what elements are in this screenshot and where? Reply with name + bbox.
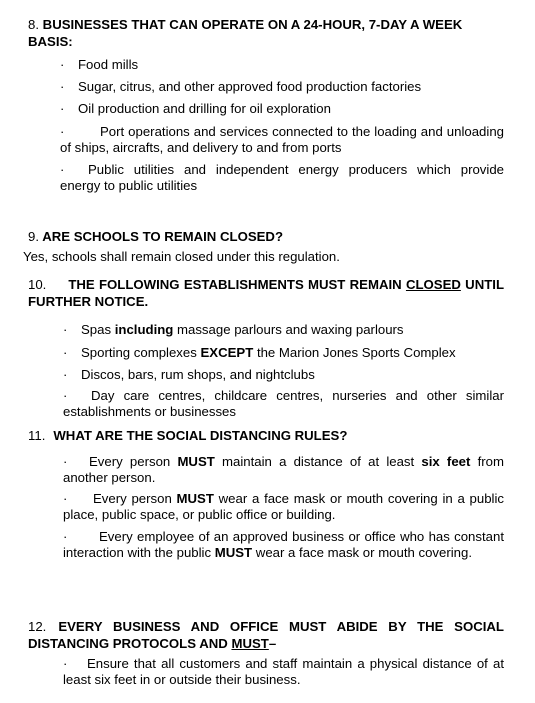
item-text: Sugar, citrus, and other approved food production factories bbox=[78, 79, 422, 94]
section-12-heading bbox=[28, 618, 504, 652]
section-11-heading bbox=[28, 427, 504, 444]
section-11-title: WHAT ARE THE SOCIAL DISTANCING RULES? bbox=[53, 428, 348, 443]
item-text: Every person bbox=[89, 454, 171, 469]
list-item bbox=[63, 388, 504, 420]
section-8-title: BUSINESSES THAT CAN OPERATE ON A 24-HOUR, 7-DAY A WEEK BASIS: bbox=[28, 17, 463, 49]
bullet-dot: · bbox=[60, 124, 65, 139]
item-text: Discos, bars, rum shops, and nightclubs bbox=[81, 367, 315, 382]
section-8-heading bbox=[28, 16, 504, 50]
section-9-heading bbox=[28, 228, 504, 245]
section-9-title: ARE SCHOOLS TO REMAIN CLOSED? bbox=[42, 229, 283, 244]
item-text: the Marion Jones Sports Complex bbox=[256, 345, 456, 360]
list-item bbox=[63, 345, 504, 361]
item-text: Day care centres, childcare centres, nurseries and other similar establishments or businesses bbox=[63, 388, 504, 419]
must-underlined: MUST bbox=[231, 636, 269, 651]
item-text: wear a face mask or mouth covering in a public place, public space, or public office or building. bbox=[63, 491, 504, 522]
list-item bbox=[63, 454, 504, 486]
section-11-number: 11. bbox=[28, 428, 46, 443]
bullet-dot: · bbox=[63, 491, 68, 506]
item-text: Ensure that all customers and staff maintain a physical distance of at least six feet in or outside their business. bbox=[63, 656, 504, 687]
section-9-number: 9. bbox=[28, 229, 39, 244]
list-item bbox=[60, 124, 504, 156]
section-10-heading bbox=[28, 276, 504, 310]
bullet-dot: · bbox=[60, 79, 65, 94]
section-9-answer: Yes, schools shall remain closed under this regulation. bbox=[23, 249, 340, 264]
bullet-dot: · bbox=[63, 322, 68, 337]
emphasis-text: including bbox=[114, 322, 174, 337]
list-item bbox=[60, 57, 504, 73]
closed-underlined: CLOSED bbox=[405, 277, 461, 292]
list-item bbox=[63, 367, 504, 383]
item-text: Every person bbox=[93, 491, 172, 506]
bullet-dot: · bbox=[63, 656, 68, 671]
section-10-title: THE FOLLOWING ESTABLISHMENTS MUST REMAIN bbox=[68, 277, 402, 292]
emphasis-text: EXCEPT bbox=[200, 345, 254, 360]
bullet-dot: · bbox=[63, 345, 68, 360]
list-item bbox=[60, 79, 504, 95]
item-text: Every employee of an approved business or office who has constant interaction with the public bbox=[63, 529, 504, 560]
list-item bbox=[63, 491, 504, 523]
list-item bbox=[63, 322, 504, 338]
item-text: Oil production and drilling for oil exploration bbox=[78, 101, 331, 116]
list-item bbox=[63, 656, 504, 688]
item-text: Port operations and services connected to the loading and unloading of ships, aircrafts, and delivery to and from ports bbox=[60, 124, 504, 155]
bullet-dot: · bbox=[63, 388, 68, 403]
item-text: Spas bbox=[81, 322, 112, 337]
emphasis-text: MUST bbox=[214, 545, 253, 560]
emphasis-text: six feet bbox=[421, 454, 471, 469]
list-item bbox=[63, 529, 504, 561]
bullet-dot: · bbox=[60, 57, 65, 72]
list-item bbox=[60, 101, 504, 117]
section-8-number: 8. bbox=[28, 17, 39, 32]
item-text: from another person. bbox=[63, 454, 504, 485]
item-text: maintain a distance of at least bbox=[222, 454, 415, 469]
title-dash: – bbox=[268, 636, 277, 651]
item-text: Sporting complexes bbox=[81, 345, 197, 360]
emphasis-text: MUST bbox=[176, 491, 214, 506]
section-12-number: 12. bbox=[28, 619, 47, 634]
item-text: wear a face mask or mouth covering. bbox=[255, 545, 473, 560]
section-10-number: 10. bbox=[28, 277, 47, 292]
emphasis-text: MUST bbox=[177, 454, 215, 469]
bullet-dot: · bbox=[63, 454, 68, 469]
item-text: Food mills bbox=[78, 57, 139, 72]
section-12-title: EVERY BUSINESS AND OFFICE MUST ABIDE BY THE SOCIAL DISTANCING PROTOCOLS AND bbox=[28, 619, 504, 651]
item-text: Public utilities and independent energy producers which provide energy to public utilities bbox=[60, 162, 504, 193]
list-item bbox=[60, 162, 504, 194]
item-text: massage parlours and waxing parlours bbox=[177, 322, 404, 337]
bullet-dot: · bbox=[63, 529, 68, 544]
section-10-title-end: UNTIL FURTHER NOTICE. bbox=[28, 277, 504, 309]
bullet-dot: · bbox=[60, 101, 65, 116]
bullet-dot: · bbox=[60, 162, 65, 177]
bullet-dot: · bbox=[63, 367, 68, 382]
